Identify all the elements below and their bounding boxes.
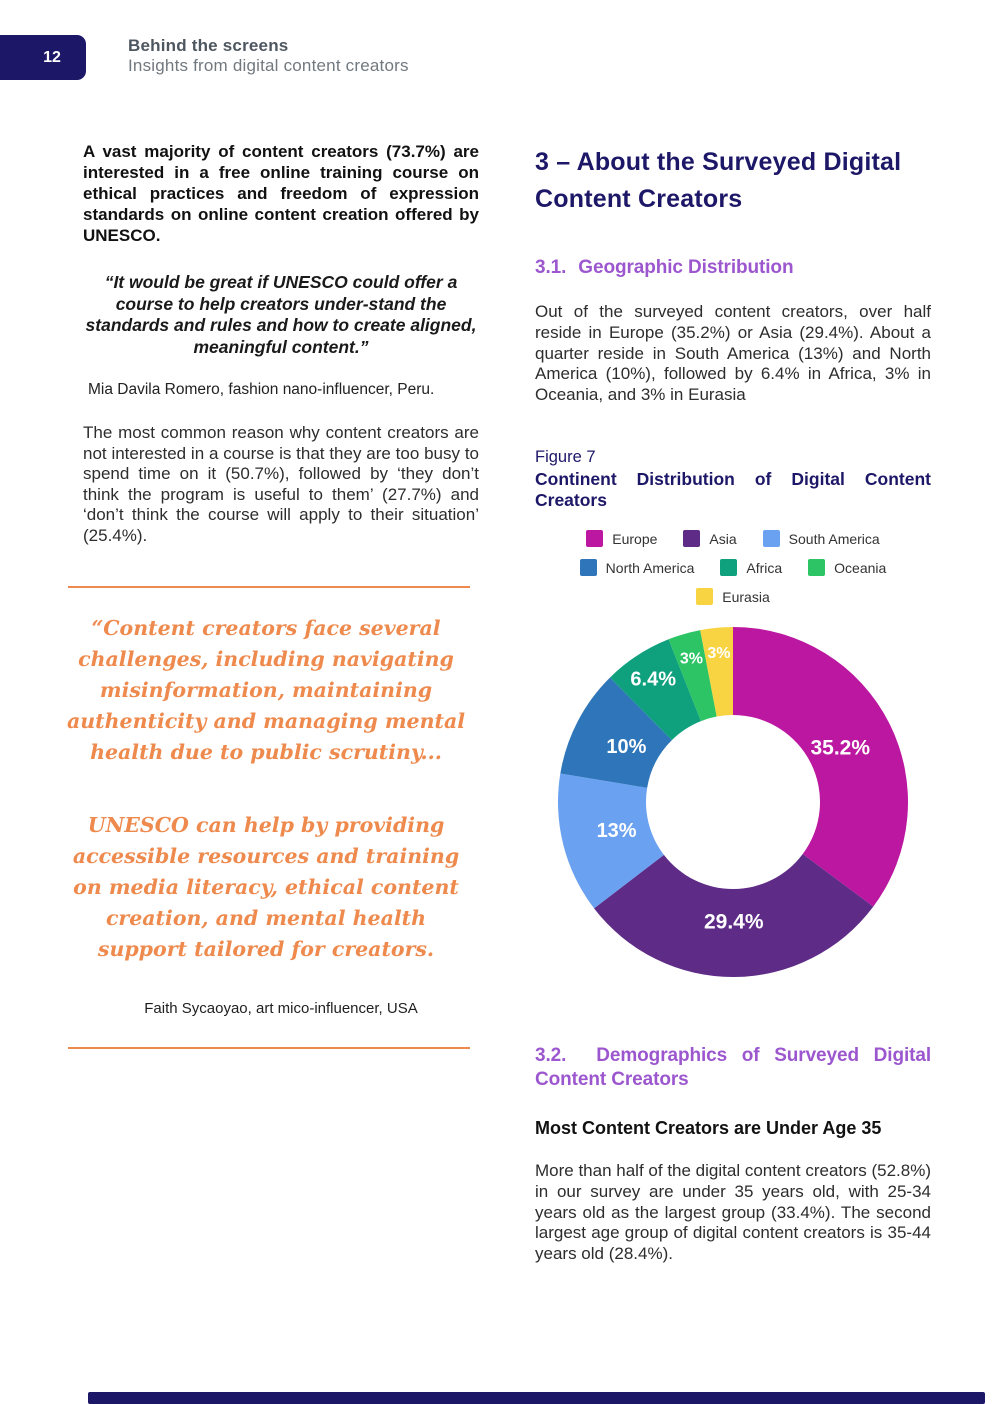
subsection-number: 3.1.: [535, 257, 567, 278]
donut-label: 13%: [596, 820, 637, 843]
divider-top: [68, 586, 470, 588]
legend-label: Eurasia: [722, 588, 770, 605]
page-number: 12: [43, 48, 61, 66]
legend-label: South America: [788, 530, 880, 547]
donut-label: 35.2%: [810, 736, 871, 760]
header-title: Behind the screens: [128, 36, 289, 55]
legend-label: Europe: [612, 530, 658, 547]
lead-paragraph: A vast majority of content creators (73.7%) are interested in a free online training course on ethical practices and freedom of expression standards on online content creation offered by UNESCO.: [83, 142, 479, 245]
legend-label: Oceania: [834, 559, 887, 576]
legend-item: [696, 588, 769, 605]
legend-swatch: [696, 588, 713, 605]
paragraph: The most common reason why content creators are not interested in a course is that they are too busy to spend time on it (50.7%), followed by ‘they don’t think the program is useful to them’ (27.7%) and ‘don’t think the course will apply to their situation’ (25.4%).: [83, 423, 479, 545]
demographics-heading: Most Content Creators are Under Age 35: [535, 1118, 882, 1138]
donut-label: 6.4%: [630, 668, 677, 691]
subsection-title: Geographic Distribution: [578, 257, 794, 278]
legend-item: [580, 559, 695, 576]
legend-item: [763, 530, 880, 547]
footer-bar: [88, 1392, 985, 1404]
page-number-badge: [0, 35, 86, 80]
donut-label: 3%: [679, 650, 703, 668]
section-heading: 3 – About the Surveyed Digital Content Creators: [535, 148, 902, 213]
legend-item: [683, 530, 736, 547]
quote: “It would be great if UNESCO could offer a course to help creators under-stand the standards and rules and how to create aligned, meaningful content.”: [85, 272, 477, 357]
legend-label: Africa: [746, 559, 783, 576]
pull-quote-part1: “Content creators face several challenges, including navigating misinformation, maintaining authenticity and managing mental health due to public scrutiny...: [66, 616, 466, 764]
legend-label: Asia: [709, 530, 737, 547]
figure-title: Continent Distribution of Digital Content Creators: [535, 469, 931, 510]
donut-slice-europe: [733, 627, 908, 907]
legend-swatch: [586, 530, 603, 547]
donut-label: 10%: [606, 735, 647, 758]
header-subtitle: Insights from digital content creators: [128, 56, 409, 75]
legend-swatch: [580, 559, 597, 576]
legend-row: [535, 588, 931, 605]
legend-swatch: [763, 530, 780, 547]
divider-bottom: [68, 1047, 470, 1049]
subsection-heading-3-2: [535, 1044, 931, 1092]
legend-item: [720, 559, 782, 576]
quote-attribution: Mia Davila Romero, fashion nano-influencer, Peru.: [88, 381, 435, 398]
legend-row: [535, 530, 931, 547]
figure-label: Figure 7: [535, 448, 596, 466]
legend-swatch: [683, 530, 700, 547]
subsection-number: 3.2.: [535, 1045, 567, 1066]
subsection-heading-3-1: [535, 257, 931, 279]
donut-label: 29.4%: [703, 910, 764, 934]
pull-quote-part2: UNESCO can help by providing accessible resources and training on media literacy, ethical content creation, and mental health support tailored for creators.: [72, 813, 460, 961]
donut-chart: [558, 627, 908, 977]
legend-item: [586, 530, 657, 547]
legend-item: [808, 559, 886, 576]
demographics-paragraph: More than half of the digital content creators (52.8%) in our survey are under 35 years old, with 25-34 years old as the largest group (33.4%). The second largest age group of digital content creators is 35-44 years old (28.4%).: [535, 1161, 931, 1264]
subsection-title: Demographics of Surveyed Digital Content Creators: [535, 1045, 931, 1090]
legend-label: North America: [605, 559, 695, 576]
donut-label: 3%: [707, 645, 731, 663]
legend-swatch: [720, 559, 737, 576]
legend-swatch: [808, 559, 825, 576]
geographic-paragraph: Out of the surveyed content creators, over half reside in Europe (35.2%) or Asia (29.4%). About a quarter reside in South America (13%) and North America (10%), followed by 6.4% in Africa, 3% in Oceania, and 3% in Eurasia: [535, 302, 931, 405]
chart-legend: [535, 530, 931, 605]
legend-row: [535, 559, 931, 576]
pull-quote-attribution: Faith Sycaoyao, art mico-influencer, USA: [144, 1000, 418, 1017]
